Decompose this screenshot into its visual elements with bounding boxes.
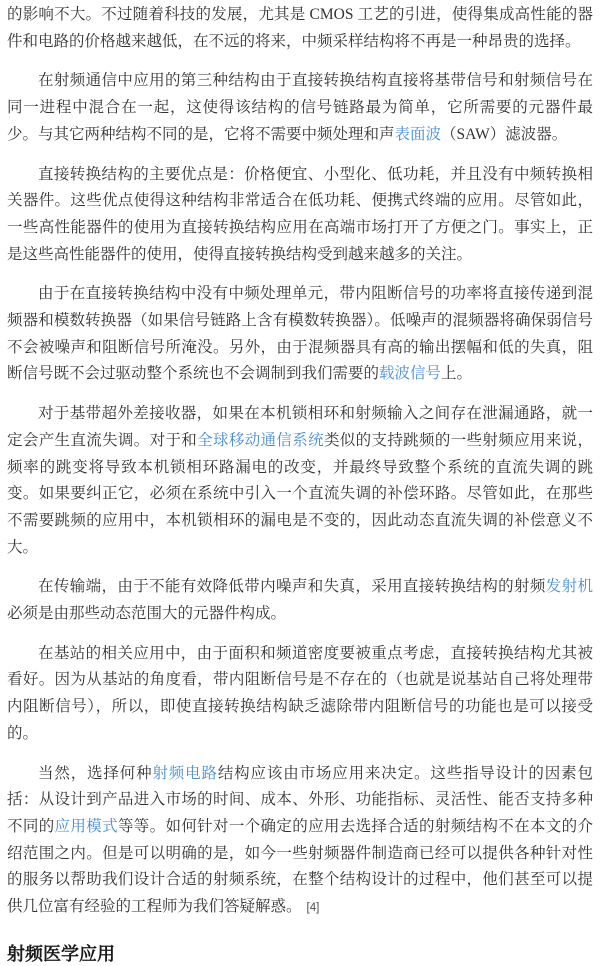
text-run: 必须是由那些动态范围大的元器件构成。: [7, 605, 287, 623]
paragraph: [7, 641, 593, 748]
paragraph: [7, 2, 593, 55]
paragraph: [7, 281, 593, 388]
text-run: 在传输端，由于不能有效降低带内噪声和失真，采用直接转换结构的射频: [38, 578, 546, 596]
reference-marker[interactable]: [4]: [306, 902, 320, 915]
inline-link[interactable]: 全球移动通信系统: [197, 431, 324, 449]
section-heading: 射频医学应用: [7, 943, 115, 964]
text-run: 直接转换结构的主要优点是：价格便宜、小型化、低功耗，并且没有中频转换相关器件。这些优点使得这种结构非常适合在低功耗、便携式终端的应用。尽管如此，一些高性能器件的使用为直接转换结构应用在高端市场打开了方便之门。事实上，正是这些高性能器件的使用，使得直接转换结构受到越来越多的关注。: [7, 165, 593, 263]
paragraph: [7, 68, 593, 148]
text-run: 在基站的相关应用中，由于面积和频道密度要被重点考虑，直接转换结构尤其被看好。因为从基站的角度看，带内阻断信号是不存在的（也就是说基站自己将处理带内阻断信号），所以，即使直接转换结构缺乏滤除带内阻断信号的功能也是可以接受的。: [7, 644, 593, 742]
inline-link[interactable]: 发射机: [545, 578, 593, 596]
text-run: 等等。如何针对一个确定的应用去选择合适的射频结构不在本文的介绍范围之内。但是可以明确的是，如今一些射频器件制造商已经可以提供各种针对性的服务以帮助我们设计合适的射频系统，在整个结构设计的过程中，他们甚至可以提供几位富有经验的工程师为我们答疑解惑。: [7, 817, 593, 916]
inline-link[interactable]: 载波信号: [379, 365, 442, 383]
inline-link[interactable]: 表面波: [394, 125, 442, 143]
text-run: 对于基带超外差接收器，如果在本机锁相环和射频输入之间存在泄漏通路，就一定会产生直流失调。对于和: [7, 405, 593, 449]
inline-link[interactable]: 射频电路: [152, 764, 218, 782]
text-run: 由于在直接转换结构中没有中频处理单元，带内阻断信号的功率将直接传递到混频器和模数转换器（如果信号链路上含有模数转换器）。低噪声的混频器将确保弱信号不会被噪声和阻断信号所淹没。另外，由于混频器具有高的输出摆幅和低的失真，阻断信号既不会过驱动整个系统也不会调制到我们需要的: [7, 285, 593, 383]
paragraph: [7, 401, 593, 561]
text-run: 的影响不大。不过随着科技的发展，尤其是 CMOS 工艺的引进，使得集成高性能的器件和电路的价格越来越低，在不远的将来，中频采样结构将不再是一种昂贵的选择。: [7, 6, 593, 50]
paragraph: [7, 761, 593, 922]
text-run: 当然，选择何种: [38, 764, 153, 782]
text-run: 在射频通信中应用的第三种结构由于直接转换结构直接将基带信号和射频信号在同一进程中混合在一起，这使得该结构的信号链路最为简单，它所需要的元器件最少。与其它两种结构不同的是，它将不需要中频处理和声: [7, 72, 593, 143]
text-run: 上。: [441, 365, 473, 383]
inline-link[interactable]: 应用模式: [54, 817, 118, 835]
text-run: 类似的支持跳频的一些射频应用来说，频率的跳变将导致本机锁相环路漏电的改变，并最终导致整个系统的直流失调的跳变。如果要纠正它，必须在系统中引入一个直流失调的补偿环路。尽管如此，在那些不需要跳频的应用中，本机锁相环的漏电是不变的，因此动态直流失调的补偿意义不大。: [7, 431, 593, 556]
paragraph: [7, 574, 593, 627]
paragraph: [7, 162, 593, 269]
text-run: （SAW）滤波器。: [441, 125, 568, 143]
text-run: 结构应该由市场应用来决定。这些指导设计的因素包括：从设计到产品进入市场的时间、成本、外形、功能指标、灵活性、能否支持多种不同的: [7, 764, 593, 835]
